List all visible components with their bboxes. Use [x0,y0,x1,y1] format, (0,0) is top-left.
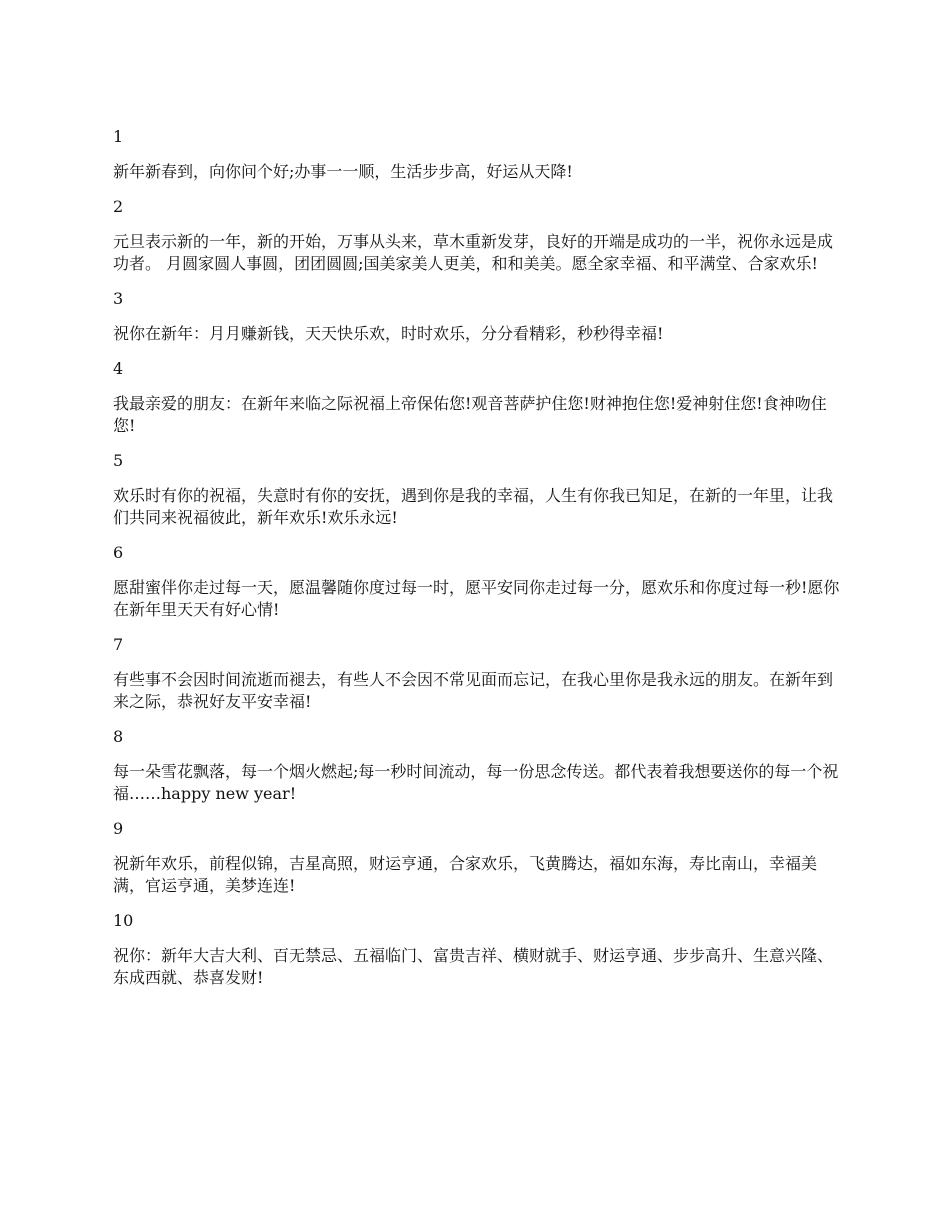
entry-number: 9 [113,819,124,838]
entry-text: 欢乐时有你的祝福，失意时有你的安抚，遇到你是我的幸福，人生有你我已知足，在新的一年里，让我们共同来祝福彼此，新年欢乐!欢乐永远! [113,486,834,527]
entry-number: 5 [113,451,124,470]
entry-text: 有些事不会因时间流逝而褪去，有些人不会因不常见面而忘记，在我心里你是我永远的朋友。在新年到来之际，恭祝好友平安幸福! [113,670,834,711]
entry-number: 10 [113,911,134,930]
entry-number: 4 [113,359,124,378]
entry-number: 2 [113,197,124,216]
entry-number: 8 [113,727,124,746]
entry-number: 3 [113,289,124,308]
entry-number: 7 [113,635,124,654]
entry-text: 愿甜蜜伴你走过每一天，愿温馨随你度过每一时，愿平安同你走过每一分，愿欢乐和你度过每一秒!愿你在新年里天天有好心情! [113,578,840,619]
entry-number: 6 [113,543,124,562]
entry-text: 我最亲爱的朋友：在新年来临之际祝福上帝保佑您!观音菩萨护住您!财神抱住您!爱神射住您!食神吻住您! [113,394,827,435]
entry-text: 每一朵雪花飘落，每一个烟火燃起;每一秒时间流动，每一份思念传送。都代表着我想要送你的每一个祝福……happy new year! [113,762,839,803]
entry-text: 新年新春到，向你问个好;办事一一顺，生活步步高，好运从天降! [113,162,573,181]
entry-text: 祝新年欢乐，前程似锦，吉星高照，财运亨通，合家欢乐，飞黄腾达，福如东海，寿比南山，幸福美满，官运亨通，美梦连连! [113,854,818,895]
entry-text: 元旦表示新的一年，新的开始，万事从头来，草木重新发芽，良好的开端是成功的一半，祝你永远是成功者。 月圆家圆人事圆，团团圆圆;国美家美人更美，和和美美。愿全家幸福、和平满堂、合家欢乐! [113,232,834,273]
entry-text: 祝你：新年大吉大利、百无禁忌、五福临门、富贵吉祥、横财就手、财运亨通、步步高升、生意兴隆、东成西就、恭喜发财! [113,946,834,987]
document-page [113,126,843,1002]
entry-text: 祝你在新年：月月赚新钱，天天快乐欢，时时欢乐，分分看精彩，秒秒得幸福! [113,324,664,343]
entry-number: 1 [113,127,124,146]
